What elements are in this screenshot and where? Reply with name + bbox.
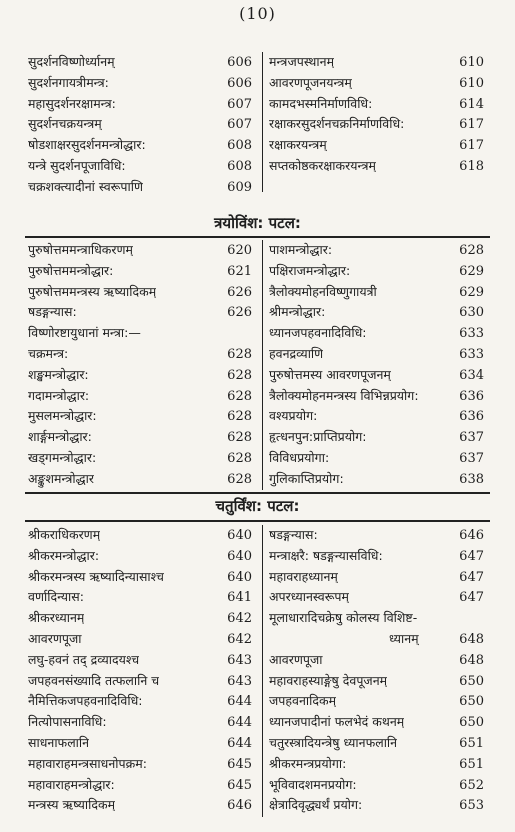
toc-entry	[28, 73, 252, 94]
entry-title: मन्त्राक्षरै: षडङ्गन्यासविधि:	[269, 547, 383, 563]
entry-title: नैमित्तिकजपहवनादिविधि:	[28, 693, 143, 709]
entry-page-number: 636	[459, 409, 484, 425]
entry-title: श्रीकराधिकरणम्	[28, 527, 101, 542]
entry-title: षडङ्गन्यास:	[269, 527, 318, 542]
toc-entry	[28, 94, 252, 115]
section-continued	[0, 52, 515, 202]
entry-page-number: 628	[227, 409, 252, 425]
entry-title: रक्षाकरयन्त्रम्	[269, 137, 327, 153]
toc-entry	[28, 302, 252, 323]
entry-title: त्रैलोक्यमोहनमन्त्रस्य विभिन्नप्रयोग:	[269, 387, 419, 403]
toc-entry	[269, 546, 484, 567]
entry-page-number: 620	[227, 243, 252, 258]
toc-entry	[269, 427, 484, 448]
toc-entry	[269, 114, 484, 135]
toc-entry	[269, 754, 484, 775]
toc-entry	[28, 156, 252, 177]
entry-title: मन्त्रस्य ऋष्यादिकम्	[28, 797, 116, 813]
entry-page-number: 633	[459, 346, 484, 362]
toc-entry	[269, 282, 484, 303]
entry-title: रक्षाकरसुदर्शनचक्रनिर्माणविधि:	[269, 116, 405, 132]
toc-entry	[28, 546, 252, 567]
entry-page-number: 626	[227, 284, 252, 300]
toc-entry	[269, 587, 484, 608]
divider	[25, 520, 490, 522]
page-number: (10)	[239, 4, 276, 23]
entry-title: सुदर्शनविष्णोर्ध्यानम्	[28, 54, 115, 69]
entry-page-number: 648	[459, 652, 484, 668]
toc-entry	[269, 795, 484, 816]
divider	[25, 236, 490, 238]
entry-page-number: 628	[227, 430, 252, 446]
entry-page-number: 644	[227, 735, 252, 751]
entry-page-number: 647	[459, 548, 484, 564]
entry-page-number: 641	[227, 590, 252, 606]
toc-entry	[28, 712, 252, 733]
chapter-heading: चतुर्विंश: पटल:	[215, 497, 300, 515]
entry-title: महासुदर्शनरक्षामन्त्र:	[28, 95, 116, 111]
entry-page-number: 621	[227, 263, 252, 279]
toc-entry	[269, 156, 484, 177]
entry-title: महावराहध्यानम्	[269, 568, 338, 584]
entry-page-number: 609	[227, 179, 252, 195]
entry-title: वर्णादिन्यास:	[28, 589, 84, 605]
entry-title: आवरणपूजनयन्त्रम्	[269, 74, 352, 90]
entry-page-number: 628	[227, 471, 252, 487]
entry-title: पक्षिराजमन्त्रोद्धार:	[269, 262, 351, 278]
entry-page-number: 634	[459, 367, 484, 383]
entry-page-number: 628	[227, 367, 252, 383]
entry-page-number: 647	[459, 590, 484, 606]
entry-page-number: 643	[227, 673, 252, 689]
entry-page-number: 628	[227, 450, 252, 466]
toc-entry	[269, 323, 484, 344]
toc-entry	[28, 795, 252, 816]
entry-title: पुरुषोत्तममन्त्रस्य ऋष्यादिकम्	[28, 283, 157, 299]
entry-page-number: 618	[459, 158, 484, 174]
entry-title: यन्त्रे सुदर्शनपूजाविधि:	[28, 157, 126, 173]
toc-entry	[269, 344, 484, 365]
entry-title: चक्रशक्त्यादीनां स्वरूपाणि	[28, 178, 144, 194]
entry-page-number: 617	[459, 117, 484, 133]
entry-page-number: 644	[227, 715, 252, 731]
entry-title: मन्त्रजपस्थानम्	[269, 54, 335, 69]
toc-entry	[28, 733, 252, 754]
right-column	[262, 240, 484, 490]
entry-page-number: 642	[227, 631, 252, 647]
entry-title: ध्यानजपहवनादिविधि:	[269, 325, 367, 341]
entry-page-number: 645	[227, 777, 252, 793]
toc-entry	[269, 629, 484, 650]
toc-entry	[269, 567, 484, 588]
entry-page-number: 608	[227, 158, 252, 174]
entry-page-number: 617	[459, 138, 484, 154]
toc-entry	[28, 650, 252, 671]
entry-title: ध्यानम्	[389, 630, 419, 646]
toc-entry	[28, 282, 252, 303]
entry-page-number: 642	[227, 611, 252, 627]
toc-entry	[269, 406, 484, 427]
entry-title: मूलाधारादिचक्रेषु कोलस्य विशिष्ट-	[269, 610, 418, 626]
entry-page-number: 626	[227, 305, 252, 321]
entry-page-number: 629	[459, 263, 484, 279]
entry-page-number: 648	[459, 631, 484, 647]
toc-entry	[28, 365, 252, 386]
entry-title: गुलिकाप्तिप्रयोग:	[269, 470, 344, 486]
toc-entry	[28, 114, 252, 135]
entry-title: विष्णोरष्टायुधानां मन्त्रा:—	[28, 325, 141, 341]
toc-entry	[269, 671, 484, 692]
entry-page-number: 640	[227, 548, 252, 564]
entry-page-number: 636	[459, 388, 484, 404]
entry-title: पुरुषोत्तममन्त्रोद्धार:	[28, 262, 114, 278]
entry-title: शङ्खमन्त्रोद्धार:	[28, 366, 89, 382]
entry-title: गदामन्त्रोद्धार:	[28, 387, 90, 403]
right-column	[262, 525, 484, 817]
entry-title: ध्यानजपादीनां फलभेदं कथनम्	[269, 714, 405, 730]
toc-entry	[269, 712, 484, 733]
entry-title: आवरणपूजा	[28, 630, 82, 646]
right-column	[262, 52, 484, 192]
section-chapter-23	[0, 240, 515, 495]
entry-page-number: 606	[227, 75, 252, 91]
toc-entry	[28, 427, 252, 448]
toc-entry	[28, 177, 252, 198]
entry-title: शार्ङ्गमन्त्रोद्धार:	[28, 429, 92, 445]
toc-entry	[28, 135, 252, 156]
entry-page-number: 614	[459, 96, 484, 112]
entry-title: जपहवनादिकम्	[269, 693, 337, 709]
entry-title: षोडशाक्षरसुदर्शनमन्त्रोद्धार:	[28, 137, 146, 153]
entry-title: महावाराहमन्त्रोद्धार:	[28, 776, 115, 792]
left-column	[28, 525, 252, 816]
toc-entry	[28, 587, 252, 608]
entry-page-number: 630	[459, 305, 484, 321]
entry-page-number: 606	[227, 55, 252, 70]
toc-entry	[269, 386, 484, 407]
entry-page-number: 637	[459, 430, 484, 446]
entry-page-number: 628	[227, 388, 252, 404]
toc-entry	[28, 448, 252, 469]
entry-page-number: 640	[227, 528, 252, 543]
entry-page-number: 633	[459, 326, 484, 342]
toc-entry	[28, 386, 252, 407]
entry-page-number: 643	[227, 652, 252, 668]
entry-title: महावराहस्याङ्गेषु देवपूजनम्	[269, 672, 388, 688]
entry-title: अङ्कुशमन्त्रोद्धार	[28, 470, 94, 486]
toc-entry	[28, 344, 252, 365]
entry-title: श्रीमन्त्रोद्धार:	[269, 304, 326, 320]
toc-entry	[269, 775, 484, 796]
entry-title: लघु-हवनं तद् द्रव्यादयश्च	[28, 651, 140, 667]
toc-entry	[269, 240, 484, 261]
entry-page-number: 628	[459, 243, 484, 258]
entry-page-number: 638	[459, 471, 484, 487]
toc-entry	[28, 261, 252, 282]
entry-page-number: 607	[227, 96, 252, 112]
entry-page-number: 629	[459, 284, 484, 300]
toc-entry	[269, 733, 484, 754]
entry-title: चक्रमन्त्र:	[28, 345, 69, 361]
toc-entry	[269, 135, 484, 156]
toc-entry	[28, 525, 252, 546]
left-column	[28, 52, 252, 198]
toc-entry	[269, 302, 484, 323]
toc-entry	[28, 775, 252, 796]
toc-entry	[28, 691, 252, 712]
entry-title: हृत्धनपुन:प्राप्तिप्रयोग:	[269, 429, 367, 445]
entry-page-number: 608	[227, 138, 252, 154]
entry-page-number: 607	[227, 117, 252, 133]
toc-entry	[269, 261, 484, 282]
entry-title: आवरणपूजा	[269, 651, 323, 667]
entry-page-number: 650	[459, 673, 484, 689]
entry-page-number: 645	[227, 756, 252, 772]
entry-title: षडङ्गन्यास:	[28, 304, 77, 320]
entry-title: खड्गमन्त्रोद्धार:	[28, 449, 97, 465]
entry-title: अपरध्यानस्वरूपम्	[269, 589, 349, 605]
entry-page-number: 650	[459, 715, 484, 731]
toc-entry	[28, 469, 252, 490]
entry-title: सुदर्शनगायत्रीमन्त्र:	[28, 74, 109, 90]
entry-title: श्रीकरमन्त्रस्य ऋष्यादिन्यासाश्च	[28, 568, 164, 584]
entry-title: भूविवादशमनप्रयोग:	[269, 776, 357, 792]
entry-page-number: 646	[459, 528, 484, 543]
entry-title: श्रीकरध्यानम्	[28, 610, 85, 626]
entry-page-number: 651	[459, 735, 484, 751]
toc-entry	[28, 323, 252, 344]
entry-title: महावाराहमन्त्रसाधनोपक्रम:	[28, 755, 147, 771]
entry-title: वश्यप्रयोग:	[269, 408, 318, 424]
toc-entry	[269, 469, 484, 490]
entry-title: क्षेत्रादिवृद्ध्यर्थं प्रयोग:	[269, 797, 363, 813]
entry-page-number: 652	[459, 777, 484, 793]
entry-title: कामदभस्मनिर्माणविधि:	[269, 95, 373, 111]
toc-entry	[269, 52, 484, 73]
entry-page-number: 653	[459, 798, 484, 814]
left-column	[28, 240, 252, 490]
entry-title: श्रीकरमन्त्रोद्धार:	[28, 547, 100, 563]
toc-entry	[269, 73, 484, 94]
entry-title: हवनद्रव्याणि	[269, 345, 324, 361]
toc-entry	[28, 567, 252, 588]
toc-entry	[269, 525, 484, 546]
entry-page-number: 647	[459, 569, 484, 585]
entry-title: श्रीकरमन्त्रप्रयोगा:	[269, 755, 347, 771]
toc-entry	[269, 608, 484, 629]
toc-entry	[269, 691, 484, 712]
entry-title: पुरुषोत्तमस्य आवरणपूजनम्	[269, 366, 391, 382]
entry-title: पुरुषोत्तममन्त्राधिकरणम्	[28, 242, 133, 257]
toc-entry	[269, 94, 484, 115]
entry-title: सुदर्शनचक्रयन्त्रम्	[28, 116, 102, 132]
entry-page-number: 610	[459, 75, 484, 91]
entry-page-number: 640	[227, 569, 252, 585]
entry-title: पाशमन्त्रोद्धार:	[269, 242, 333, 257]
divider	[25, 492, 490, 494]
entry-title: चतुरस्त्रादियन्त्रेषु ध्यानफलानि	[269, 734, 398, 750]
entry-page-number: 650	[459, 694, 484, 710]
entry-page-number: 646	[227, 798, 252, 814]
entry-title: मुसलमन्त्रोद्धार:	[28, 408, 97, 424]
entry-page-number: 637	[459, 450, 484, 466]
toc-entry	[28, 754, 252, 775]
toc-entry	[28, 406, 252, 427]
toc-entry	[28, 608, 252, 629]
entry-title: त्रैलोक्यमोहनविष्णुगायत्री	[269, 283, 377, 299]
toc-entry	[28, 52, 252, 73]
entry-page-number: 610	[459, 55, 484, 70]
toc-entry	[269, 650, 484, 671]
toc-entry	[269, 365, 484, 386]
entry-title: विविधप्रयोगा:	[269, 449, 330, 465]
entry-page-number: 628	[227, 346, 252, 362]
entry-title: सप्तकोष्ठकरक्षाकरयन्त्रम्	[269, 157, 376, 173]
entry-title: जपहवनसंख्यादि तत्फलानि च	[28, 672, 160, 688]
section-chapter-24	[0, 525, 515, 820]
entry-title: साधनाफलानि	[28, 734, 90, 750]
entry-page-number: 651	[459, 756, 484, 772]
toc-entry	[28, 629, 252, 650]
entry-page-number: 644	[227, 694, 252, 710]
chapter-heading: त्रयोविंश: पटल:	[214, 214, 301, 232]
toc-entry	[269, 448, 484, 469]
toc-entry	[28, 240, 252, 261]
entry-title: नित्योपासनाविधि:	[28, 714, 107, 730]
toc-entry	[28, 671, 252, 692]
